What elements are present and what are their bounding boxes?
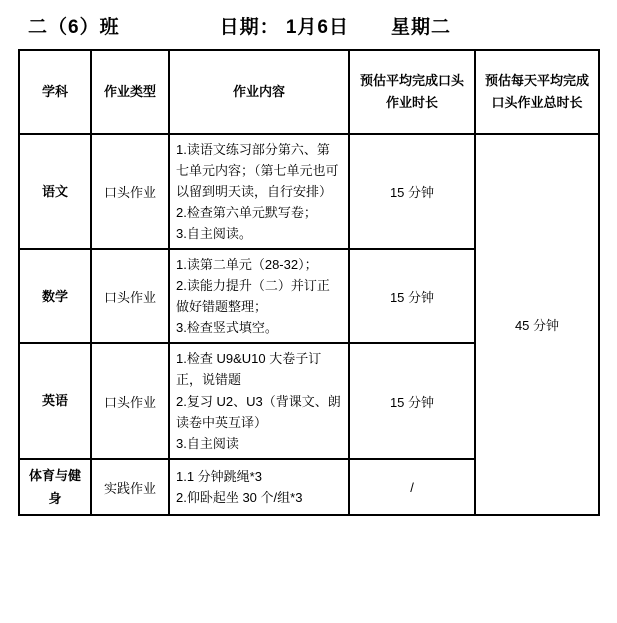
cell-content-english	[169, 343, 349, 458]
cell-subject-pe: 体育与健身	[19, 459, 91, 516]
column-header-estimate: 预估平均完成口头作业时长	[349, 50, 475, 134]
content-line: 2.仰卧起坐 30 个/组*3	[176, 490, 303, 506]
cell-estimate-math: 15 分钟	[349, 249, 475, 343]
cell-type-pe: 实践作业	[91, 459, 169, 516]
column-header-subject: 学科	[19, 50, 91, 134]
cell-type-chinese: 口头作业	[91, 134, 169, 249]
cell-subject-english: 英语	[19, 343, 91, 458]
cell-type-math: 口头作业	[91, 249, 169, 343]
column-header-content: 作业内容	[169, 50, 349, 134]
table-row	[19, 134, 599, 249]
table-header-row	[19, 50, 599, 134]
content-line: 3.检查竖式填空。	[176, 320, 278, 336]
content-line: 1.1 分钟跳绳*3	[176, 469, 262, 484]
class-label: 二（6）班	[28, 17, 120, 38]
content-line: 3.自主阅读	[176, 435, 239, 451]
cell-subject-math: 数学	[19, 249, 91, 343]
cell-content-chinese	[169, 134, 349, 249]
cell-estimate-english: 15 分钟	[349, 343, 475, 458]
content-line: 2.复习 U2、U3（背课文、朗读卷中英互译）	[176, 393, 341, 430]
cell-content-pe	[169, 459, 349, 516]
cell-content-math	[169, 249, 349, 343]
column-header-type: 作业类型	[91, 50, 169, 134]
cell-estimate-pe: /	[349, 459, 475, 516]
weekday-label: 星期二	[391, 17, 452, 38]
content-line: 1.读语文练习部分第六、第七单元内容；（第七单元也可以留到明天读，自行安排）	[176, 142, 339, 200]
content-line: 2.读能力提升（二）并订正做好错题整理；	[176, 278, 330, 315]
date-label: 日期： 1月6日	[219, 17, 349, 38]
homework-table	[18, 49, 600, 516]
content-line: 3.自主阅读。	[176, 226, 252, 242]
cell-estimate-chinese: 15 分钟	[349, 134, 475, 249]
cell-type-english: 口头作业	[91, 343, 169, 458]
content-line: 1.检查 U9&U10 大卷子订正，说错题	[176, 351, 322, 388]
column-header-total: 预估每天平均完成口头作业总时长	[475, 50, 599, 134]
cell-total-time: 45 分钟	[475, 134, 599, 515]
content-line: 1.读第二单元（28-32）；	[176, 257, 318, 273]
content-line: 2.检查第六单元默写卷；	[176, 205, 317, 221]
cell-subject-chinese: 语文	[19, 134, 91, 249]
sheet-header	[0, 0, 617, 49]
